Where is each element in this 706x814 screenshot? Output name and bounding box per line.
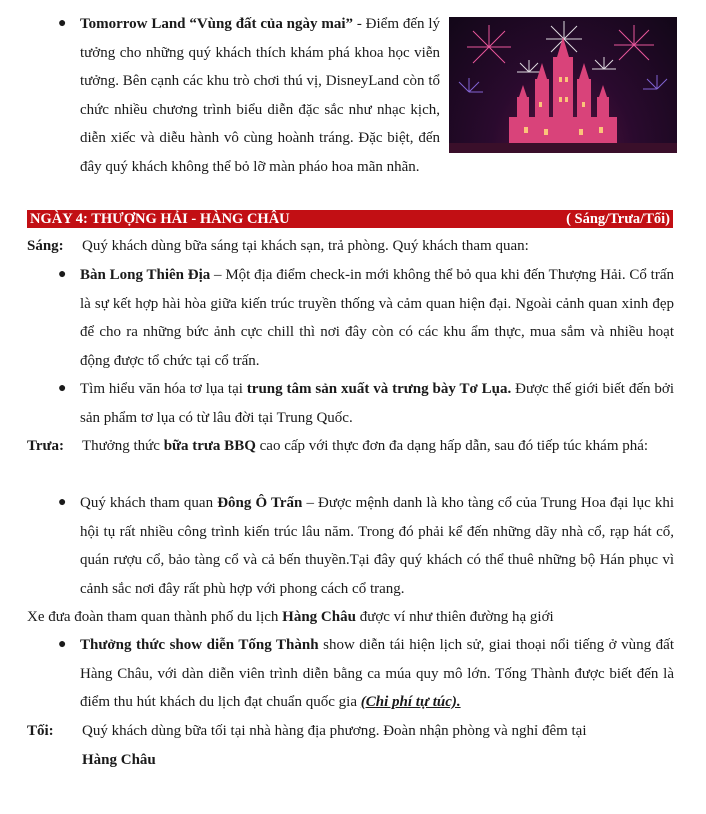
fireworks-castle-illustration	[449, 17, 677, 153]
silk-center: trung tâm sản xuất và trưng bày Tơ Lụa.	[246, 381, 512, 397]
bullet-dot: ●	[58, 381, 67, 396]
day-meals: ( Sáng/Trưa/Tối)	[566, 211, 670, 227]
transfer-text: được ví như thiên đường hạ giới	[355, 609, 554, 625]
morning-item-banlong	[80, 261, 674, 375]
songcheng-text: show diễn tái hiện lịch sử, giai thoại nổi tiếng ở vùng đất Hàng Châu, với dàn diễn viên trình diễn bằng ca múa quy mô lớn. Tống Thành được biết đến là điểm thu hút khách du lịch đạt chuẩn quốc gia	[80, 637, 674, 710]
transfer-city: Hàng Châu	[282, 609, 356, 625]
day-title: NGÀY 4: THƯỢNG HẢI - HÀNG CHÂU	[30, 211, 290, 227]
noon-item-dongo	[80, 489, 674, 603]
noon-pre: Thưởng thức	[82, 438, 164, 454]
transfer-item-songcheng	[80, 631, 674, 717]
banlong-title: Bàn Long Thiên Địa	[80, 267, 211, 283]
morning-intro: Quý khách dùng bữa sáng tại khách sạn, trả phòng. Quý khách tham quan:	[82, 238, 529, 254]
noon-label: Trưa:	[27, 438, 65, 454]
bullet-dot: ●	[58, 495, 67, 510]
noon-text: cao cấp với thực đơn đa dạng hấp dẫn, sau đó tiếp túc khám phá:	[255, 438, 649, 454]
transfer-line	[27, 603, 674, 632]
bullet-dot: ●	[58, 637, 67, 652]
silk-text: Được thế giới biết đến bởi sản phẩm tơ lụa có từ lâu đời tại Trung Quốc.	[80, 381, 674, 426]
disneyland-fireworks-photo	[449, 17, 677, 153]
transfer-pre: Xe đưa đoàn tham quan thành phố du lịch	[27, 609, 283, 625]
evening-text: Quý khách dùng bữa tối tại nhà hàng địa phương. Đoàn nhận phòng và nghỉ đêm tại	[82, 723, 587, 739]
dongo-pre: Quý khách tham quan	[80, 495, 218, 511]
silk-pre: Tìm hiểu văn hóa tơ lụa tại	[80, 381, 247, 397]
morning-label: Sáng:	[27, 238, 64, 254]
dongo-title: Đông Ô Trấn	[217, 495, 303, 511]
dongo-text: – Được mệnh danh là kho tàng cổ của Trung Hoa đại lục khi hội tụ rất nhiều công trình kiến trúc lâu năm. Trong đó phải kể đến những dãy nhà cổ, rạp hát cổ, quán rượu cổ, bảo tàng cổ và cả bến thuyền.Tại đây quý khách có thể thuê những bộ Hán phục vì cảnh sắc nơi đây rất phù hợp với phong cách cổ trang.	[80, 495, 674, 597]
noon-bbq: bữa trưa BBQ	[163, 438, 256, 454]
evening-city: Hàng Châu	[82, 751, 156, 768]
evening-text-block	[82, 717, 674, 774]
banlong-text: – Một địa điểm check-in mới không thể bỏ qua khi đến Thượng Hải. Cổ trấn là sự kết hợp hài hòa giữa kiến trúc truyền thống và cảm quan hiện đại. Ngoài cảnh quan xinh đẹp để cho ra những bức ảnh cực chill thì nơi đây còn có các khu ẩm thực, mua sắm và nhiều hoạt động được tổ chức tại cổ trấn.	[80, 267, 674, 369]
noon-intro	[82, 432, 674, 461]
bullet-dot: ●	[58, 267, 67, 282]
songcheng-cost-note: (Chi phí tự túc).	[360, 694, 461, 710]
tomorrowland-title: Tomorrow Land “Vùng đất của ngày mai”	[80, 16, 354, 32]
tomorrowland-paragraph	[80, 10, 440, 181]
evening-label: Tối:	[27, 723, 54, 739]
songcheng-title: Thưởng thức show diễn Tống Thành	[80, 637, 319, 653]
tomorrowland-text: - Điểm đến lý tưởng cho những quý khách thích khám phá khoa học viễn tưởng. Bên cạnh các khu trò chơi thú vị, DisneyLand còn tổ chức nhiều chương trình biểu diễn đặc sắc như nhạc kịch, diễn xiếc và diễu hành vô cùng hoành tráng. Đặc biệt, đến đây quý khách không thể bỏ lỡ màn pháo hoa mãn nhãn.	[80, 16, 440, 175]
morning-item-silk	[80, 375, 674, 432]
bullet-dot: ●	[58, 16, 67, 31]
day-header-bar	[27, 210, 673, 228]
